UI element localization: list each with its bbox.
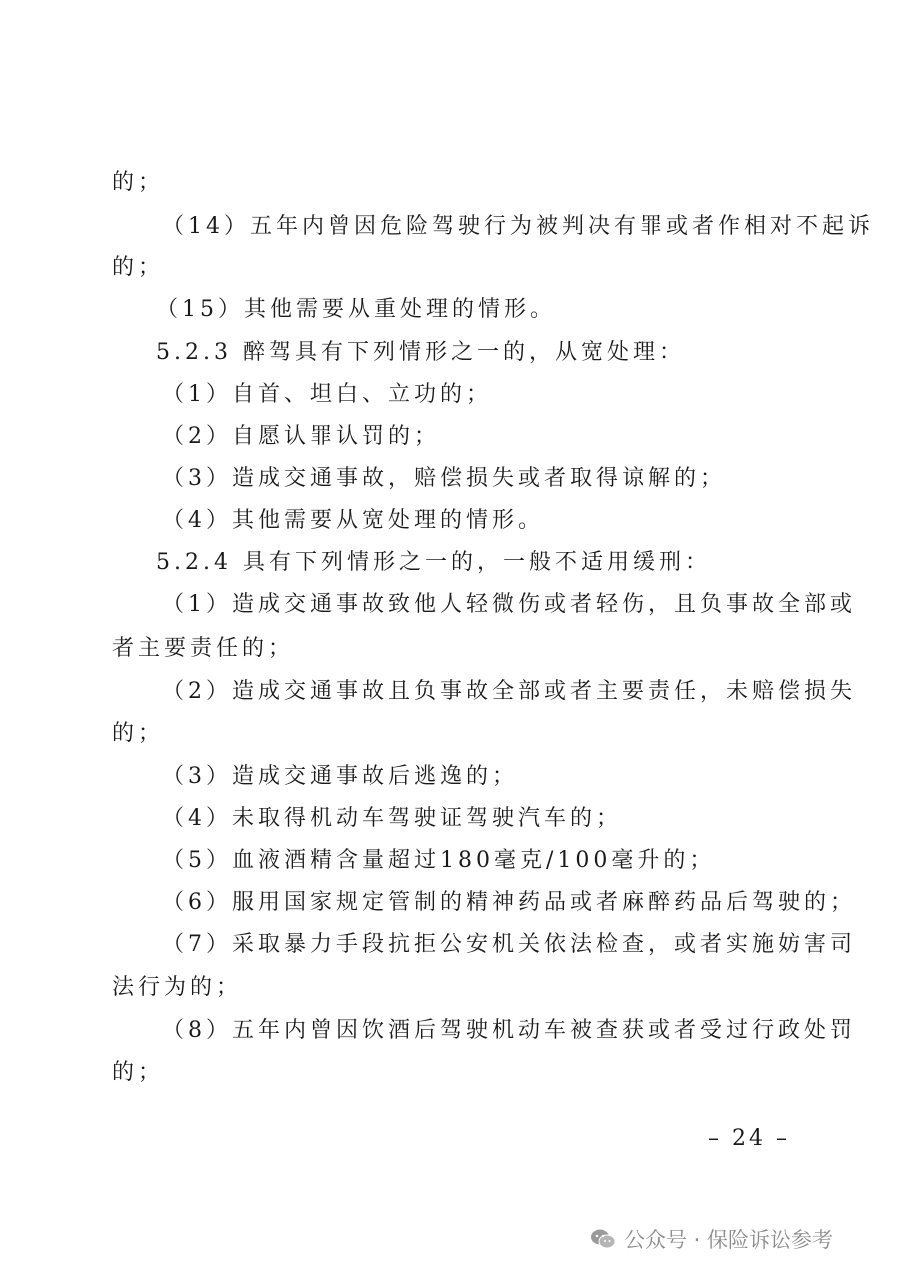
text-line: （6）服用国家规定管制的精神药品或者麻醉药品后驾驶的；: [162, 890, 856, 915]
text-line: （3）造成交通事故，赔偿损失或者取得谅解的；: [162, 466, 726, 491]
page-number: – 24 –: [708, 1126, 790, 1151]
text-line: 法行为的；: [112, 975, 243, 1000]
text-line: （2）造成交通事故且负事故全部或者主要责任，未赔偿损失: [162, 679, 856, 704]
text-line: （1）自首、坦白、立功的；: [162, 382, 492, 407]
text-line: （8）五年内曾因饮酒后驾驶机动车被查获或者受过行政处罚: [162, 1018, 856, 1043]
text-line: （2）自愿认罪认罚的；: [162, 424, 440, 449]
text-line: （4）未取得机动车驾驶证驾驶汽车的；: [162, 806, 622, 831]
watermark-text: 公众号 · 保险诉讼参考: [624, 1228, 834, 1252]
text-line: （3）造成交通事故后逃逸的；: [162, 764, 518, 789]
text-line: （5）血液酒精含量超过180毫克/100毫升的；: [162, 848, 716, 873]
text-line: 者主要责任的；: [112, 636, 295, 661]
text-line: 的；: [112, 255, 165, 280]
section-heading: 5.2.3 醉驾具有下列情形之一的，从宽处理：: [156, 340, 685, 365]
text-line: 的；: [112, 721, 165, 746]
text-line: 的；: [112, 170, 165, 195]
text-line: （1）造成交通事故致他人轻微伤或者轻伤，且负事故全部或: [162, 592, 856, 617]
watermark: [590, 1222, 880, 1256]
text-line: 的；: [112, 1060, 165, 1085]
section-heading: 5.2.4 具有下列情形之一的，一般不适用缓刑：: [156, 550, 711, 575]
text-line: （7）采取暴力手段抗拒公安机关依法检查，或者实施妨害司: [162, 932, 856, 957]
wechat-icon: [590, 1228, 616, 1250]
text-line: （4）其他需要从宽处理的情形。: [162, 508, 544, 533]
text-line: （15）其他需要从重处理的情形。: [156, 297, 556, 322]
text-line: （14）五年内曾因危险驾驶行为被判决有罪或者作相对不起诉: [162, 214, 874, 239]
